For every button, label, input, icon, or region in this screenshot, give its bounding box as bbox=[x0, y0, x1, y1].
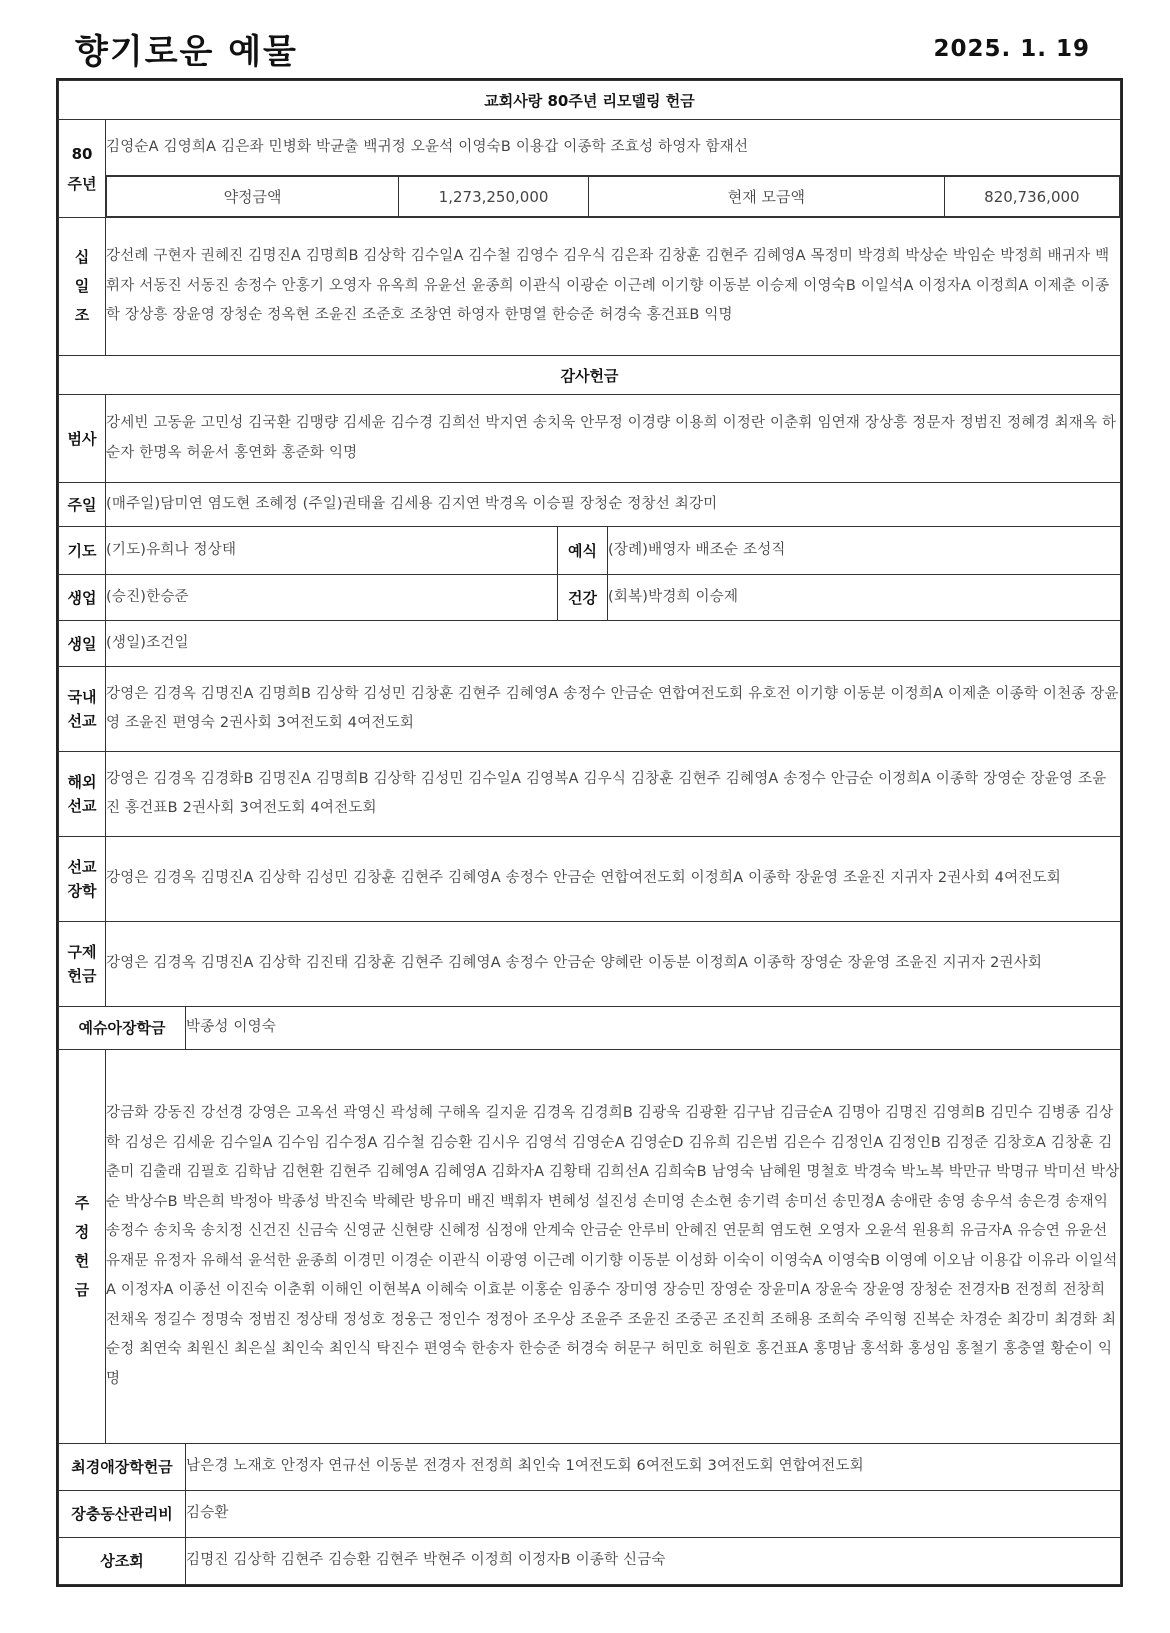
pledge-label: 약정금액 bbox=[107, 177, 399, 217]
anniversary-names: 김영순A 김영희A 김은좌 민병화 박균출 백귀정 오윤석 이영숙B 이용갑 이종학 조효성 하영자 함재선 bbox=[106, 120, 1121, 176]
choi-scholarship-label: 최경애장학헌금 bbox=[59, 1444, 186, 1491]
pledge-row bbox=[106, 176, 1121, 218]
prayer-label: 기도 bbox=[59, 527, 106, 575]
health-label: 건강 bbox=[558, 575, 608, 621]
business-label: 생업 bbox=[59, 575, 106, 621]
anniversary-section-title: 교회사랑 80주년 리모델링 헌금 bbox=[59, 81, 1121, 120]
mission-scholarship-names: 강영은 김경옥 김명진A 김상학 김성민 김창훈 김현주 김혜영A 송정수 안금순 연합여전도회 이정희A 이종학 장윤영 조윤진 지귀자 2권사회 4여전도회 bbox=[106, 837, 1121, 922]
overseas-mission-label: 해외 선교 bbox=[59, 752, 106, 837]
mutual-aid-names: 김명진 김상학 김현주 김승환 김현주 박현주 이정희 이정자B 이종학 신금숙 bbox=[186, 1538, 1121, 1585]
prayer-names: (기도)유희나 정상태 bbox=[106, 527, 558, 575]
weekly-offering-label: 주정헌금 bbox=[59, 1050, 106, 1444]
cemetery-label: 장충동산관리비 bbox=[59, 1491, 186, 1538]
pledge-amount: 1,273,250,000 bbox=[399, 177, 589, 217]
domestic-mission-label: 국내 선교 bbox=[59, 667, 106, 752]
current-amount-label: 현재 모금액 bbox=[588, 177, 944, 217]
health-names: (회복)박경희 이승제 bbox=[608, 575, 1121, 621]
mission-scholarship-label: 선교 장학 bbox=[59, 837, 106, 922]
thanks-everything-names: 강세빈 고동윤 고민성 김국환 김맹량 김세윤 김수경 김희선 박지연 송치욱 안무정 이경량 이용희 이정란 이춘휘 임연재 장상흥 정문자 정범진 정혜경 최재옥 하순자 한명옥 허윤서 홍연화 홍준화 익명 bbox=[106, 395, 1121, 483]
weekly-offering-names: 강금화 강동진 강선경 강영은 고옥선 곽영신 곽성혜 구해옥 길지윤 김경옥 김경희B 김광욱 김광환 김구남 김금순A 김명아 김명진 김영희B 김민수 김병종 김상학 김성은 김세윤 김수일A 김수임 김수정A 김수철 김승환 김시우 김영석 김영순A 김영순D 김유희 김은범 김은수 김정인A 김정인B 김정준 김창호A 김창훈 김춘미 김출래 김필호 김학남 김현환 김현주 김혜영A 김혜영A 김화자A 김황태 김희선A 김희숙B 남영숙 남혜원 명철호 박경숙 박노복 박만규 박명규 박미선 박상순 박상수B 박은희 박정아 박종성 박진숙 박혜란 방유미 배진 백휘자 변혜성 설진성 손미영 손소현 송기력 송미선 송민정A 송애란 송영 송우석 송은경 송재익 송정수 송치욱 송치정 신건진 신금숙 신영균 신현량 신혜정 심정애 안계숙 안금순 안루비 안혜진 연문희 염도현 오영자 오윤석 원용희 유금자A 유승연 유윤선 유재문 유정자 유해석 윤석한 윤종희 이경민 이경순 이관식 이광영 이근례 이기향 이동분 이성화 이숙이 이영숙A 이영숙B 이영예 이오남 이용갑 이유라 이일석A 이정자A 이종선 이진숙 이춘휘 이해인 이현복A 이혜숙 이효분 이홍순 임종수 장미영 장승민 장영순 장윤미A 장윤숙 장윤영 장청순 전경자B 전정희 전창희 전채옥 정길수 정명숙 정범진 정상태 정성호 정웅근 정인수 정정아 조우상 조윤주 조윤진 조중곤 조진희 조해용 조희숙 주익형 진복순 차경순 최강미 최경화 최순정 최연숙 최원신 최은실 최인숙 최인식 탁진수 편영숙 한송자 한승준 허경숙 허문구 허민호 허원호 홍건표A 홍명남 홍석화 홍성임 홍철기 홍충열 황순이 익명 bbox=[106, 1050, 1121, 1444]
anniversary-label: 80 주년 bbox=[59, 120, 106, 218]
thanks-sunday-label: 주일 bbox=[59, 483, 106, 527]
overseas-mission-names: 강영은 김경옥 김경화B 김명진A 김명희B 김상학 김성민 김수일A 김영복A 김우식 김창훈 김현주 김혜영A 송정수 안금순 이정희A 이종학 장영순 장윤영 조윤진 홍건표B 2권사회 3여전도회 4여전도회 bbox=[106, 752, 1121, 837]
page-title: 향기로운 예물 bbox=[75, 32, 298, 72]
pledge-table bbox=[106, 176, 1120, 217]
yeshua-scholarship-names: 박종성 이영숙 bbox=[186, 1007, 1121, 1050]
page-header bbox=[58, 24, 1114, 74]
page-date: 2025. 1. 19 bbox=[933, 36, 1090, 62]
choi-scholarship-names: 남은경 노재호 안정자 연규선 이동분 전경자 전정희 최인숙 1여전도회 6여전도회 3여전도회 연합여전도회 bbox=[186, 1444, 1121, 1491]
yeshua-scholarship-label: 예슈아장학금 bbox=[59, 1007, 186, 1050]
tithe-label: 십일조 bbox=[59, 218, 106, 356]
birthday-names: (생일)조건일 bbox=[106, 621, 1121, 667]
cemetery-names: 김승환 bbox=[186, 1491, 1121, 1538]
tithe-names: 강선례 구현자 권혜진 김명진A 김명희B 김상학 김수일A 김수철 김영수 김우식 김은좌 김창훈 김현주 김혜영A 목정미 박경희 박상순 박임순 박정희 배귀자 백휘자 서동진 서동진 송정수 안홍기 오영자 유옥희 유윤선 윤종희 이관식 이광순 이근례 이기향 이동분 이승제 이영숙B 이일석A 이정자A 이정희A 이제춘 이종학 장상흥 장윤영 장청순 정옥현 조윤진 조준호 조창연 하영자 한명열 한승준 허경숙 홍건표B 익명 bbox=[106, 218, 1121, 356]
offering-table bbox=[58, 80, 1121, 1585]
birthday-label: 생일 bbox=[59, 621, 106, 667]
mutual-aid-label: 상조회 bbox=[59, 1538, 186, 1585]
domestic-mission-names: 강영은 김경옥 김명진A 김명희B 김상학 김성민 김창훈 김현주 김혜영A 송정수 안금순 연합여전도회 유호전 이기향 이동분 이정희A 이제춘 이종학 이천종 장윤영 조윤진 편영숙 2권사회 3여전도회 4여전도회 bbox=[106, 667, 1121, 752]
current-amount: 820,736,000 bbox=[944, 177, 1119, 217]
thanks-everything-label: 범사 bbox=[59, 395, 106, 483]
thanks-sunday-names: (매주일)담미연 염도현 조혜정 (주일)권태율 김세용 김지연 박경옥 이승필 장청순 정창선 최강미 bbox=[106, 483, 1121, 527]
ceremony-label: 예식 bbox=[558, 527, 608, 575]
business-names: (승진)한승준 bbox=[106, 575, 558, 621]
relief-offering-names: 강영은 김경옥 김명진A 김상학 김진태 김창훈 김현주 김혜영A 송정수 안금순 양혜란 이동분 이정희A 이종학 장영순 장윤영 조윤진 지귀자 2권사회 bbox=[106, 922, 1121, 1007]
thanks-section-title: 감사헌금 bbox=[59, 356, 1121, 395]
ceremony-names: (장례)배영자 배조순 조성직 bbox=[608, 527, 1121, 575]
relief-offering-label: 구제 헌금 bbox=[59, 922, 106, 1007]
